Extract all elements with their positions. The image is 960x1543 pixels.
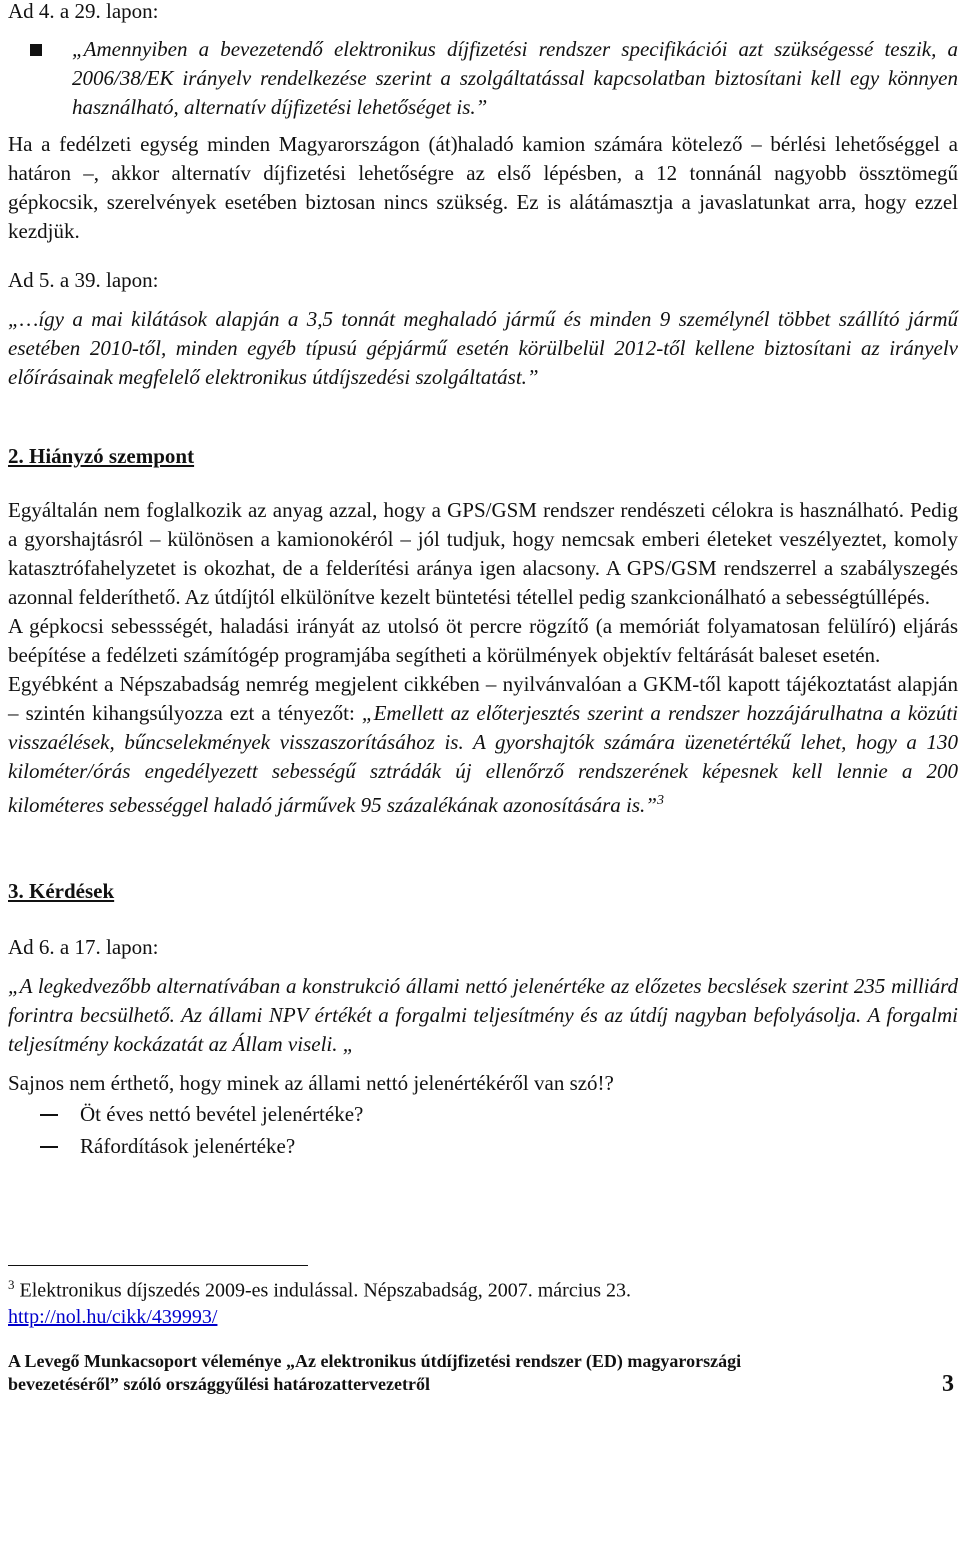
page-number: 3	[942, 1370, 954, 1397]
footer-line-1: A Levegő Munkacsoport véleménye „Az elektronikus útdíjfizetési rendszer (ED) magyarországi	[8, 1350, 742, 1371]
footer-line-2: bevezetéséről” szóló országgyűlési határozattervezetről	[8, 1373, 430, 1394]
footnote-link[interactable]: http://nol.hu/cikk/439993/	[8, 1305, 218, 1328]
section2-paragraph-1: Egyáltalán nem foglalkozik az anyag azzal, hogy a GPS/GSM rendszer rendészeti célokra is használható. Pedig a gyorshajtásról – különösen a kamionokéról – jól tudjuk, hogy nemcsak emberi életeket veszélyeztet, komoly katasztrófahelyzetet is okozhat, de a felderítési aránya igen alacsony. A GPS/GSM rendszerrel a szabályszegés azonnal felderíthető. Az útdíjtól elkülönítve kezelt büntetési tétellel pedig szankcionálható a sebességtúllépés.	[8, 498, 958, 609]
footnote-number: 3	[8, 1277, 15, 1292]
dash-bullet-icon	[40, 1114, 58, 1116]
footnote	[8, 1272, 958, 1304]
document-page	[8, 0, 958, 1396]
ad6-quote: „A legkedvezőbb alternatívában a konstrukció állami nettó jelenértéke az előzetes becslések szerint 235 milliárd forintra becsülhető. Az állami NPV értékét a forgalmi teljesítmény és az útdíj nagyban befolyásolja. A forgalmi teljesítmény kockázatát az Állam viseli. „	[8, 974, 958, 1056]
footnote-text: Elektronikus díjszedés 2009-es indulással. Népszabadság, 2007. március 23.	[14, 1279, 632, 1302]
section2-paragraph-2: A gépkocsi sebessségét, haladási irányát az utolsó öt percre rögzítő (a memóriát folyamatosan felülíró) eljárás beépítése a fedélzeti számítógép programjába segítheti a körülmények objektív feltárását baleset esetén.	[8, 614, 958, 667]
list-item-text: Ráfordítások jelenértéke?	[80, 1134, 296, 1158]
footer-text	[8, 1350, 741, 1396]
footnote-link-line	[8, 1304, 958, 1330]
section3-heading: 3. Kérdések	[8, 879, 115, 903]
page-footer	[8, 1350, 958, 1396]
list-item-text: Öt éves nettó bevétel jelenértéke?	[80, 1102, 364, 1126]
section2-heading: 2. Hiányzó szempont	[8, 444, 195, 468]
dash-bullet-icon	[40, 1146, 58, 1148]
ad4-label: Ad 4. a 29. lapon:	[8, 0, 159, 23]
ad4-comment: Ha a fedélzeti egység minden Magyarországon (át)haladó kamion számára kötelező – bérlési lehetőséggel a határon –, akkor alternatív díjfizetési lehetőségre az első lépésben, a 12 tonnánál nagyobb össztömegű gépkocsik, szerelvények esetében biztosan nincs szükség. Ez is alátámasztja a javaslatunkat arra, hogy ezzel kezdjük.	[8, 132, 958, 243]
list-item	[40, 1132, 958, 1161]
square-bullet-icon	[30, 44, 42, 56]
section2-paragraph-3-intro: Egyébként a Népszabadság nemrég megjelent cikkében – nyilvánvalóan a GKM-től kapott tájékoztatást alapján – szintén kihangsúlyozza ezt a tényezőt:	[8, 672, 958, 725]
question-text: Sajnos nem érthető, hogy minek az állami nettó jelenértékéről van szó!?	[8, 1071, 614, 1095]
ad6-label: Ad 6. a 17. lapon:	[8, 935, 159, 959]
list-item	[40, 1100, 958, 1129]
footnote-divider	[8, 1265, 308, 1266]
section2-paragraph-3	[8, 670, 958, 820]
ad5-label: Ad 5. a 39. lapon:	[8, 268, 159, 292]
section2-paragraph-3-quote: „Emellett az előterjesztés szerint a rendszer hozzájárulhatna a közúti visszaélések, bűncselekmények visszaszorításához is. A gyorshajtók számára üzenetértékű lehet, hogy a 130 kilométer/órás engedélyezett sebességű sztrádák új ellenőrző rendszerének képesnek kell lennie a 200 kilométeres sebességgel haladó járművek 95 százalékának azonosítására is.”	[8, 701, 958, 817]
footnote-reference[interactable]: 3	[656, 793, 664, 808]
ad4-quote-item	[30, 35, 958, 122]
ad4-quote: „Amennyiben a bevezetendő elektronikus díjfizetési rendszer specifikációi azt szükségessé teszik, a 2006/38/EK irányelv rendelkezése szerint a szolgáltatással kapcsolatban biztosítani kell egy könnyen használható, alternatív díjfizetési lehetőséget is.”	[72, 37, 958, 119]
ad5-quote: „…így a mai kilátások alapján a 3,5 tonnát meghaladó jármű és minden 9 személynél többet szállító jármű esetében 2010-től, minden egyéb típusú gépjármű esetén körülbelül 2012-től kellene biztosítani az irányelv előírásainak megfelelő elektronikus útdíjszedési szolgáltatást.”	[8, 307, 958, 389]
